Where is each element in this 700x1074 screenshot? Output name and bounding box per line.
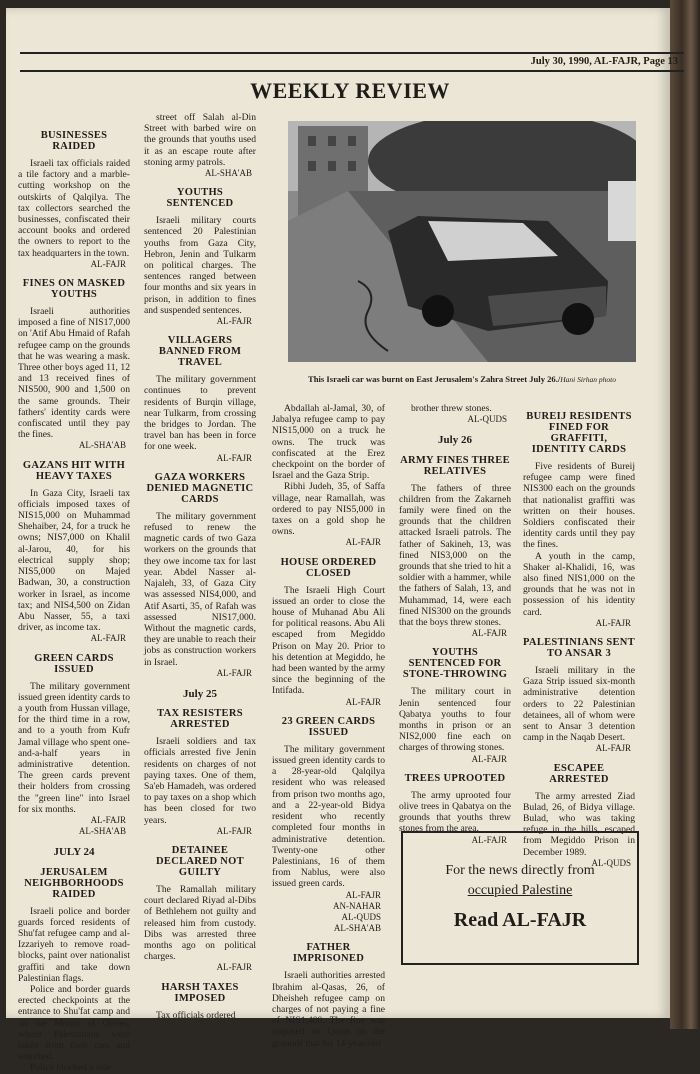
article-paragraph: In Gaza City, Israeli tax officials imposed taxes of NIS15,000 on Muhammad Shehaiber, 24, for a truck he owns; NIS7,000 on Khalil al-Jarou, 40, for his electrical supply shop; NIS5,000 on Majed Badwan, 30, a construction worker in Israel, as income tax; and NIS4,500 on Zidan Abu Nasser, 55, a taxi driver, as income tax. — [18, 487, 130, 634]
article-paragraph: The military government issued green identity cards to a youth from Hussan village, for the third time in a row, and to a youth from Kufr Jamal village who spent one-and-a-half years in administrative detention. The green cards prevent their holders from crossing the "green line" into Israel for six months. — [18, 680, 130, 815]
page-title: WEEKLY REVIEW — [250, 78, 450, 103]
article-source: AL-SHA'AB — [204, 168, 252, 179]
column-3 — [272, 403, 385, 1049]
ad-line-1: For the news directly from — [445, 863, 595, 878]
article-source: AL-QUDS — [467, 414, 507, 425]
caption-text: This Israeli car was burnt on East Jerusalem's Zahra Street July 26./ — [308, 374, 561, 384]
article-paragraph: Israeli soldiers and tax officials arrested five Jenin residents on charges of not paying taxes. One of them, Sa'eb Hamadeh, was ordered to pay taxes on a shop which has been closed for two years. — [144, 736, 256, 826]
burnt-car-image — [288, 121, 636, 362]
article-headline: JERUSALEM NEIGHBORHOODS RAIDED — [24, 866, 124, 900]
article-headline: PALESTINIANS SENT TO ANSAR 3 — [523, 637, 635, 660]
article-paragraph: The Israeli High Court issued an order to close the house of Muhanad Abu Ali for political reasons. Abu Ali escaped from Megiddo Prison on May 20. Prior to his detention at Megiddo, he had been wanted by the army since the beginning of the Intifada. — [272, 584, 385, 697]
article-paragraph: The military government continues to prevent residents of Burqin village, near Tulkarm, from crossing the bridges to Jordan. The travel ban has been in force for one week. — [144, 374, 256, 453]
article-source: AL-FAJR — [216, 667, 252, 678]
news-photo — [288, 121, 636, 362]
article-source: AL-SHA'AB — [78, 826, 126, 837]
article-source: AL-FAJR — [90, 633, 126, 644]
article-paragraph: The army arrested Ziad Bulad, 26, of Bidya village. Bulad, who was taking refuge in the hills, escaped from Megiddo Prison in December 1989. — [523, 790, 635, 858]
article-source: AL-FAJR — [345, 696, 381, 707]
article-paragraph: Police and border guards erected checkpoints at the entrance to Shu'fat camp and on the Mount of Olives, where Palestinians were taken from their cars and searched. — [18, 983, 130, 1063]
article-source: AL-FAJR — [216, 452, 252, 463]
header-rule-top — [20, 52, 684, 54]
article-headline: FINES ON MASKED YOUTHS — [22, 278, 126, 301]
article-headline: ARMY FINES THREE RELATIVES — [400, 454, 510, 477]
article-paragraph: street off Salah al-Din Street with barbed wire on the grounds that youths used it as an escape route after stoning army patrols. — [144, 112, 256, 168]
article-source: AL-FAJR — [345, 537, 381, 548]
article-source: AL-FAJR — [216, 316, 252, 327]
article-source: AL-SHA'AB — [333, 923, 381, 934]
article-paragraph: Israeli authorities imposed a fine of NIS17,000 on 'Atif Abu Hmaid of Rafah refugee camp on the grounds that he was wearing a mask. Three other boys aged 11, 12 and 13 received fines of NIS500, 900 and 1,500 on the same grounds. Their fathers' identity cards were confiscated until they pay the fines. — [18, 306, 130, 441]
article-headline: BUREIJ RESIDENTS FINED FOR GRAFFITI, IDENTITY CARDS — [526, 411, 632, 455]
article-paragraph: The military government refused to renew the magnetic cards of two Gaza workers on the grounds that they owe income tax for last year. Abdel Nasser al-Najaleh, 33, of Gaza City was assessed NIS4,000, and Atif Asarti, 35, of Rafah was assessed NIS17,000. Without the magnetic cards, they are unable to reach their jobs as construction workers in Israel. — [144, 510, 256, 668]
date-heading: July 26 — [438, 434, 472, 447]
article-paragraph: brother threw stones. — [411, 403, 492, 414]
article-paragraph: Israeli tax officials raided a tile factory and a marble-cutting workshop on the outskirts of Qalqilya. The tax collectors searched the businesses, confiscated their account books and ordered the owners to report to the tax headquarters in the town. — [18, 158, 130, 259]
article-source: AL-FAJR — [90, 258, 126, 269]
article-paragraph: Tax officials ordered — [156, 1009, 236, 1021]
article-source: AL-FAJR — [216, 962, 252, 973]
article-source: AL-QUDS — [591, 857, 631, 868]
article-headline: ESCAPEE ARRESTED — [549, 762, 609, 785]
article-source: AL-FAJR — [471, 834, 507, 845]
article-headline: YOUTHS SENTENCED — [166, 187, 234, 210]
article-headline: GREEN CARDS ISSUED — [34, 652, 114, 675]
photo-credit: Hani Sirhan photo — [560, 375, 616, 384]
article-headline: BUSINESSES RAIDED — [40, 130, 108, 152]
article-paragraph: A youth in the camp, Shaker al-Khalidi, 16, was also fined NIS1,000 on the grounds that he was not in possession of his identity card. — [523, 550, 635, 618]
article-headline: HOUSE ORDERED CLOSED — [280, 556, 377, 579]
article-headline: VILLAGERS BANNED FROM TRAVEL — [158, 335, 242, 369]
article-paragraph: Police blocked a side — [30, 1062, 112, 1074]
article-source: AL-FAJR — [345, 889, 381, 900]
page-header: July 30, 1990, AL-FAJR, Page 13 — [530, 56, 678, 67]
article-headline: TREES UPROOTED — [404, 772, 506, 784]
advertisement-box — [401, 831, 639, 965]
column-4 — [399, 403, 511, 846]
article-source: AL-FAJR — [471, 753, 507, 764]
article-paragraph: The Ramallah military court declared Riyad al-Dibs of Bethlehem not guilty and released him from custody. Dibs was arrested three months ago on political charges. — [144, 883, 256, 963]
photo-caption — [288, 374, 636, 384]
date-heading: July 25 — [183, 687, 217, 700]
column-2 — [144, 112, 256, 1021]
article-headline: 23 GREEN CARDS ISSUED — [281, 715, 376, 738]
ad-line-2: occupied Palestine — [467, 883, 573, 898]
article-paragraph: Israeli authorities arrested Ibrahim al-Qasas, 26, of Dheisheh refugee camp on charges of not paying a fine of NIS1,400. The fine was imposed on Qasas on the grounds that his 14-year-old — [272, 970, 385, 1049]
article-paragraph: Five residents of Bureij refugee camp were fined NIS300 each on the grounds that nationalist graffiti was written on their houses. Soldiers confiscated their identity cards until they pay the fines. — [523, 461, 635, 551]
article-paragraph: Israeli police and border guards forced residents of Shu'fat refugee camp and al-Izzariyeh to remove road-blocks, paint over nationalist graffiti and take down Palestinian flags. — [18, 905, 130, 984]
article-source: AL-SHA'AB — [78, 440, 126, 451]
column-1 — [18, 122, 130, 1074]
article-source: AN-NAHAR — [333, 900, 381, 911]
article-headline: HARSH TAXES IMPOSED — [161, 981, 239, 1004]
article-paragraph: The fathers of three children from the Zakarneh family were fined on the grounds that the children attacked Israeli patrols. The father of Sakineh, 13, was fined NIS3,000 on the grounds that she tried to hit a soldier with a hammer, while the fathers of Salah, 13, and Muhammad, 14, were each fined NIS300 on the grounds that the boys threw stones. — [399, 482, 511, 629]
article-paragraph: Israeli military courts sentenced 20 Palestinian youths from Gaza City, Hebron, Jenin and Tulkarm on political charges. The sentences ranged between four months and six years in prison, in addition to fines and suspended sentences. — [144, 215, 256, 316]
article-paragraph: Abdallah al-Jamal, 30, of Jabalya refugee camp to pay NIS15,000 on a truck he owns. The truck was confiscated at the Erez checkpoint on the border of Israel and the Gaza Strip. — [272, 403, 385, 482]
article-paragraph: The military court in Jenin sentenced four Qabatya youths to four months in prison or an NIS2,000 fine each on charges of throwing stones. — [399, 686, 511, 754]
article-source: AL-FAJR — [595, 617, 631, 628]
article-source: AL-FAJR — [90, 814, 126, 825]
article-headline: YOUTHS SENTENCED FOR STONE-THROWING — [402, 647, 508, 681]
article-paragraph: Israeli military in the Gaza Strip issued six-month administrative detention orders to 22 Palestinian detainees, all of whom were sent to Ansar 3 detention camp in the Naqab Desert. — [523, 665, 635, 744]
column-5 — [523, 403, 635, 869]
article-paragraph: The military government issued green identity cards to a 28-year-old Qalqilya resident who was released from prison two months ago, and a 22-year-old Bidya resident who recently completed four months in administrative detention. Twenty-one other Palestinians, 16 of them from Nablus, were also issued green cards. — [272, 743, 385, 890]
article-headline: DETAINEE DECLARED NOT GUILTY — [156, 844, 244, 878]
article-headline: GAZANS HIT WITH HEAVY TAXES — [22, 459, 126, 482]
article-paragraph: The army uprooted four olive trees in Qabatya on the grounds that youths threw stones from the area. — [399, 789, 511, 835]
article-source: AL-FAJR — [471, 628, 507, 639]
date-heading: JULY 24 — [53, 846, 95, 859]
book-binding — [670, 0, 700, 1029]
article-headline: GAZA WORKERS DENIED MAGNETIC CARDS — [146, 471, 254, 505]
article-source: AL-FAJR — [216, 825, 252, 836]
article-paragraph: Ribhi Judeh, 35, of Saffa village, near Ramallah, was ordered to pay NIS5,000 in taxes on a gold shop he owns. — [272, 481, 385, 538]
article-headline: TAX RESISTERS ARRESTED — [157, 708, 243, 731]
ad-line-3: Read AL-FAJR — [453, 909, 587, 931]
header-rule-bottom — [20, 70, 684, 72]
article-headline: FATHER IMPRISONED — [292, 942, 365, 965]
article-source: AL-FAJR — [595, 743, 631, 754]
article-source: AL-QUDS — [341, 911, 381, 922]
